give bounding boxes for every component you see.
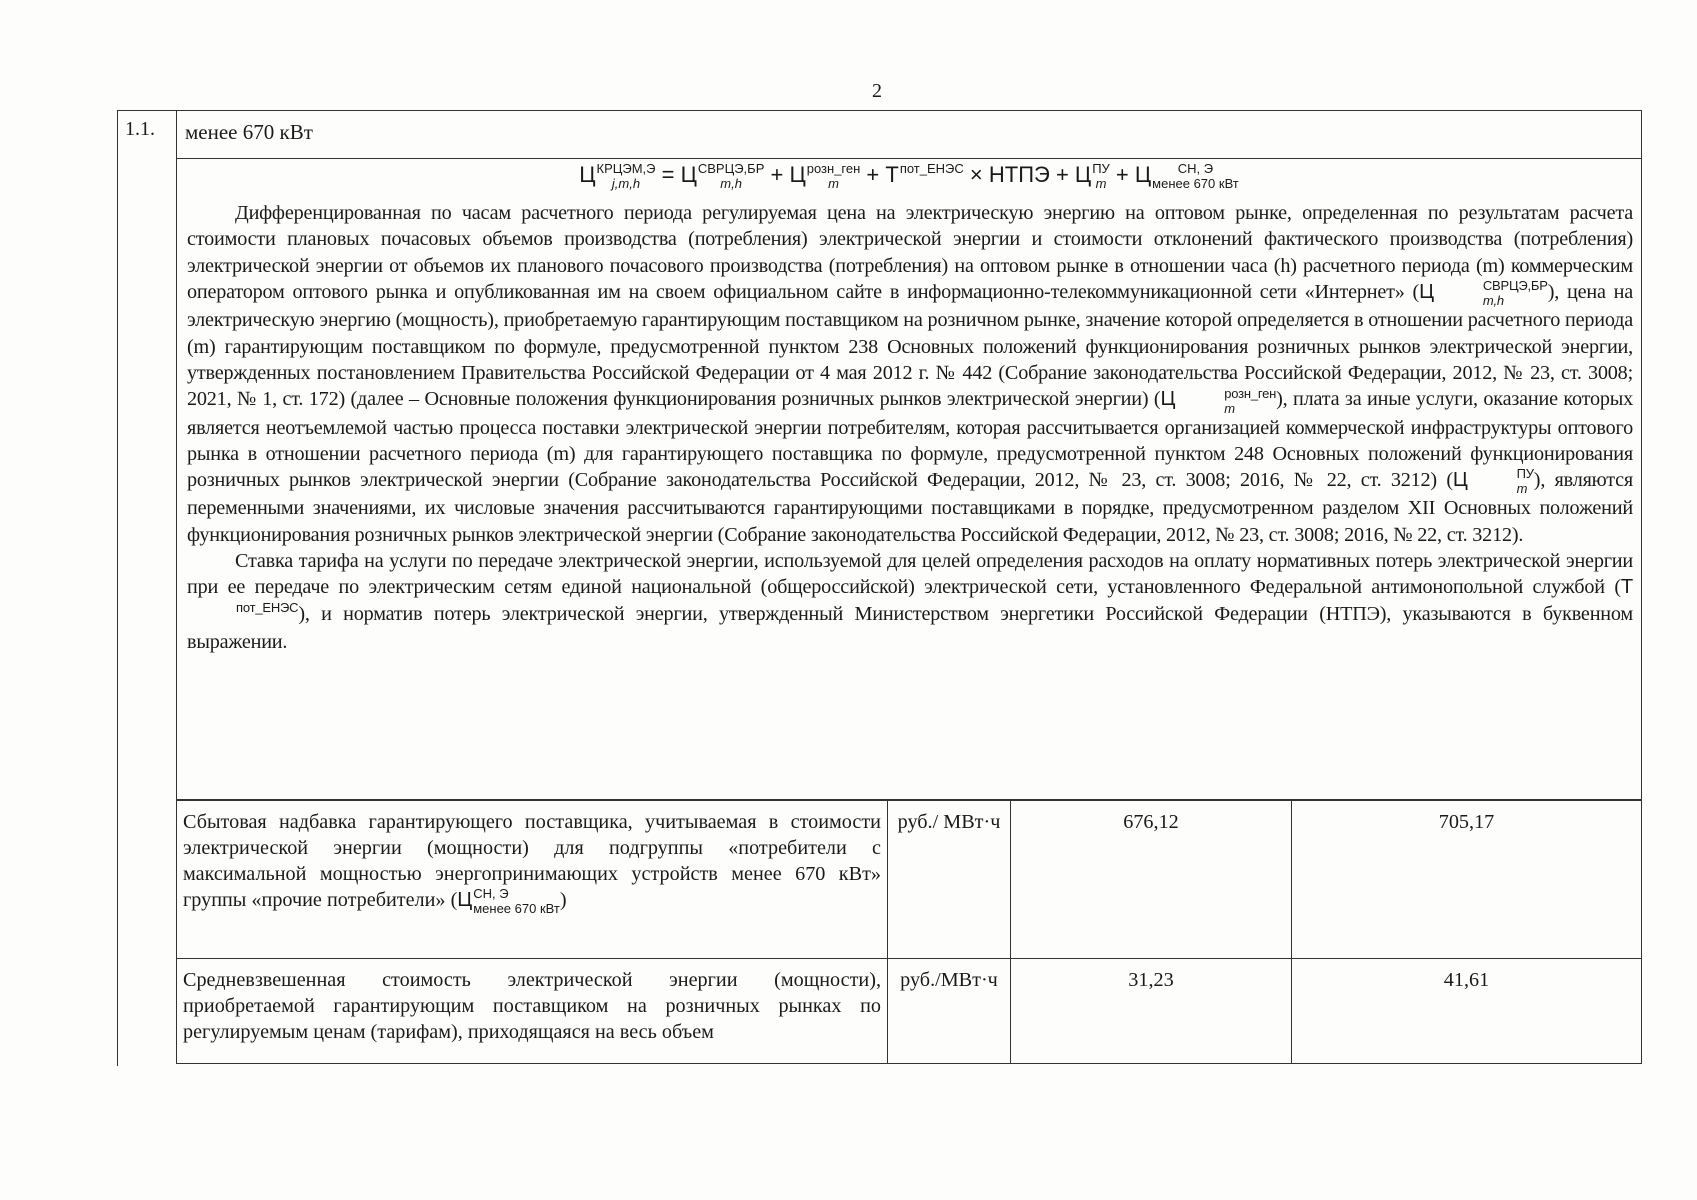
row-value-1: 676,12 xyxy=(1011,801,1292,959)
section-number: 1.1. xyxy=(125,118,155,140)
row-description: Средневзвешенная стоимость электрической энергии (мощности), приобретаемой гарантирующим поставщиком на розничных рынках по регулируемым ценам (тарифам), приходящаяся на весь объем xyxy=(177,959,888,1064)
section-box xyxy=(176,110,1642,800)
section-body xyxy=(187,200,1633,655)
table-row xyxy=(177,801,1642,959)
price-formula: Ц КРЦЭМ,Э j,m,h = Ц СВРЦЭ,БР m,h + Ц розн_ген m + Т пот_ЕНЭС × НТПЭ + Ц ПУ m + Ц СН, Э менее 670 кВт xyxy=(579,161,1239,192)
rates-table xyxy=(176,800,1642,1064)
row-description: Сбытовая надбавка гарантирующего поставщика, учитываемая в стоимости электрической энергии (мощности) для подгруппы «потребители с максимальной мощностью энергопринимающих устройств менее 670 кВт» группы «прочие потребители» (Ц СН, Э менее 670 кВт ) xyxy=(177,801,888,959)
paragraph-2: Ставка тарифа на услуги по передаче электрической энергии, используемой для целей определения расходов на оплату нормативных потерь электрической энергии при ее передаче по электрическим сетям единой национальной (общероссийской) электрической сети, установленного Федеральной антимонопольной службой (Т пот_ЕНЭС ), и норматив потерь электрической энергии, утвержденный Министерством энергетики Российской Федерации (НТПЭ), указываются в буквенном выражении. xyxy=(187,550,1633,653)
row-value-1: 31,23 xyxy=(1011,959,1292,1064)
paragraph-1: Дифференцированная по часам расчетного периода регулируемая цена на электрическую энергию на оптовом рынке, определенная по результатам расчета стоимости плановых почасовых объемов производства (потребления) электрической энергии и стоимости отклонений фактического производства (потребления) электрической энергии от объемов их планового почасового производства (потребления) на оптовом рынке в отношении часа (h) расчетного периода (m) коммерческим оператором оптового рынка и опубликованная им на своем официальном сайте в информационно-телекоммуникационной сети «Интернет» (Ц СВРЦЭ,БР m,h ), цена на электрическую энергию (мощность), приобретаемую гарантирующим поставщиком на розничном рынке, значение которой определяется в отношении расчетного периода (m) гарантирующим поставщиком по формуле, предусмотренной пунктом 238 Основных положений функционирования розничных рынков электрической энергии, утвержденных постановлением Правительства Российской Федерации от 4 мая 2012 г. № 442 (Собрание законодательства Российской Федерации, 2012, № 23, ст. 3008; 2021, № 1, ст. 172) (далее – Основные положения функционирования розничных рынков электрической энергии) (Ц розн_ген m ), плата за иные услуги, оказание которых является неотъемлемой частью процесса поставки электрической энергии потребителям, которая рассчитывается организацией коммерческой инфраструктуры оптового рынка в отношении расчетного периода (m) для гарантирующего поставщика по формуле, предусмотренной пунктом 248 Основных положений функционирования розничных рынков электрической энергии (Собрание законодательства Российской Федерации, 2012, № 23, ст. 3008; 2016, № 22, ст. 3212) (Ц ПУ m ), являются переменными значениями, их числовые значения рассчитываются гарантирующими поставщиками в порядке, предусмотренном разделом XII Основных положений функционирования розничных рынков электрической энергии (Собрание законодательства Российской Федерации, 2012, № 23, ст. 3008; 2016, № 22, ст. 3212). xyxy=(187,202,1633,546)
document-frame xyxy=(117,110,1642,1066)
page-number: 2 xyxy=(872,80,882,102)
row-unit: руб./МВт·ч xyxy=(888,959,1011,1064)
row-unit: руб./ МВт·ч xyxy=(888,801,1011,959)
section-title-row xyxy=(177,110,1641,159)
section-title: менее 670 кВт xyxy=(185,120,313,144)
row-value-2: 41,61 xyxy=(1292,959,1642,1064)
row-value-2: 705,17 xyxy=(1292,801,1642,959)
table-row xyxy=(177,959,1642,1064)
frame-left-border xyxy=(117,110,118,1066)
